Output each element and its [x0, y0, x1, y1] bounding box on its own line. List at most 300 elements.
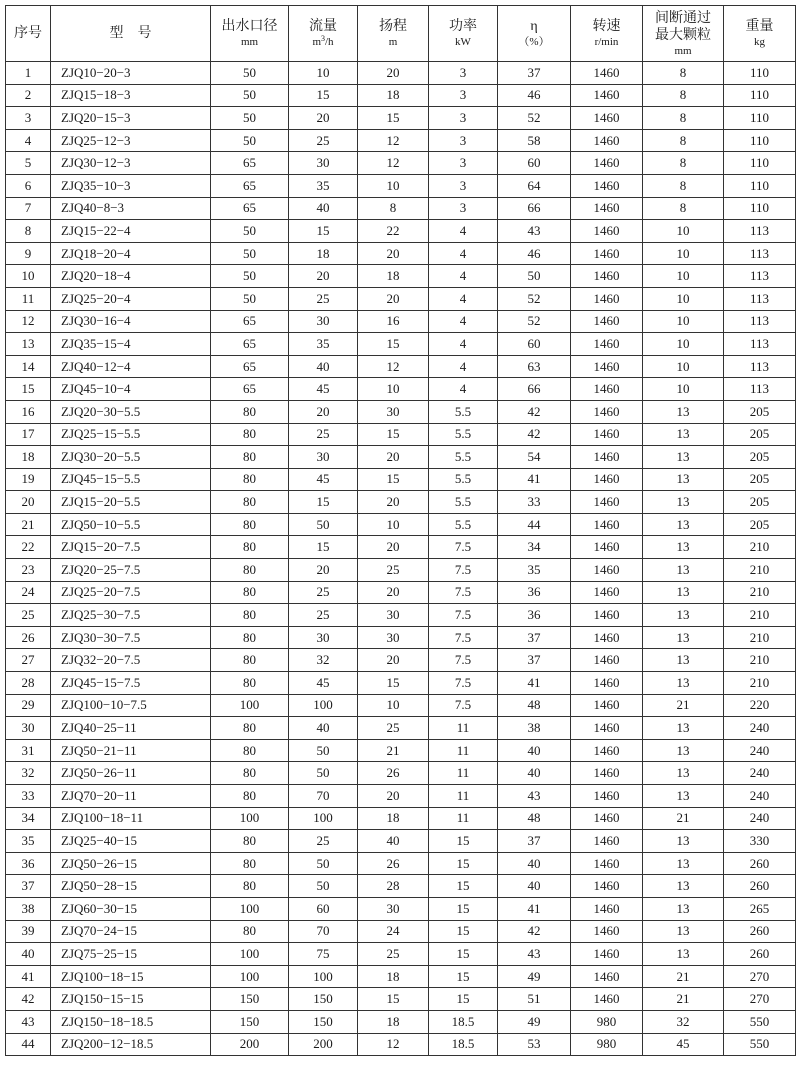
speed-cell: 1460 — [571, 287, 643, 310]
header-efficiency — [498, 6, 571, 62]
efficiency-cell: 66 — [498, 378, 571, 401]
speed-cell: 1460 — [571, 785, 643, 808]
row-number-cell: 37 — [6, 875, 51, 898]
weight-cell: 550 — [724, 1033, 796, 1056]
weight-cell: 205 — [724, 400, 796, 423]
speed-cell: 1460 — [571, 559, 643, 582]
efficiency-cell: 41 — [498, 897, 571, 920]
head-cell: 15 — [358, 107, 429, 130]
row-number-cell: 17 — [6, 423, 51, 446]
outlet-diameter-cell: 50 — [211, 62, 289, 85]
head-cell: 18 — [358, 265, 429, 288]
outlet-diameter-cell: 100 — [211, 897, 289, 920]
outlet-diameter-cell: 80 — [211, 830, 289, 853]
speed-cell: 1460 — [571, 333, 643, 356]
efficiency-cell: 40 — [498, 852, 571, 875]
power-cell: 5.5 — [429, 423, 498, 446]
max-particle-cell: 8 — [643, 129, 724, 152]
header-speed-name: 转速 — [592, 19, 621, 34]
head-cell: 40 — [358, 830, 429, 853]
outlet-diameter-cell: 65 — [211, 174, 289, 197]
speed-cell: 1460 — [571, 468, 643, 491]
outlet-diameter-cell: 80 — [211, 785, 289, 808]
efficiency-cell: 52 — [498, 107, 571, 130]
header-power-name: 功率 — [449, 19, 477, 34]
row-number-cell: 40 — [6, 943, 51, 966]
max-particle-cell: 8 — [643, 174, 724, 197]
head-cell: 25 — [358, 943, 429, 966]
header-speed-unit: r/min — [594, 36, 619, 48]
outlet-diameter-cell: 80 — [211, 581, 289, 604]
speed-cell: 1460 — [571, 988, 643, 1011]
efficiency-cell: 53 — [498, 1033, 571, 1056]
max-particle-cell: 8 — [643, 152, 724, 175]
model-cell: ZJQ50−26−15 — [51, 852, 211, 875]
speed-cell: 1460 — [571, 649, 643, 672]
flow-cell: 50 — [289, 739, 358, 762]
head-cell: 10 — [358, 694, 429, 717]
flow-cell: 25 — [289, 830, 358, 853]
flow-cell: 60 — [289, 897, 358, 920]
outlet-diameter-cell: 100 — [211, 807, 289, 830]
head-cell: 10 — [358, 513, 429, 536]
power-cell: 4 — [429, 378, 498, 401]
flow-cell: 70 — [289, 785, 358, 808]
max-particle-cell: 21 — [643, 988, 724, 1011]
power-cell: 15 — [429, 965, 498, 988]
weight-cell: 240 — [724, 762, 796, 785]
table-row — [6, 807, 796, 830]
efficiency-cell: 43 — [498, 785, 571, 808]
row-number-cell: 26 — [6, 626, 51, 649]
outlet-diameter-cell: 80 — [211, 536, 289, 559]
max-particle-cell: 10 — [643, 355, 724, 378]
table-row — [6, 107, 796, 130]
row-number-cell: 33 — [6, 785, 51, 808]
power-cell: 11 — [429, 739, 498, 762]
model-cell: ZJQ100−18−11 — [51, 807, 211, 830]
efficiency-cell: 42 — [498, 920, 571, 943]
table-row — [6, 1033, 796, 1056]
flow-cell: 25 — [289, 604, 358, 627]
outlet-diameter-cell: 80 — [211, 513, 289, 536]
row-number-cell: 14 — [6, 355, 51, 378]
table-row — [6, 604, 796, 627]
table-row — [6, 626, 796, 649]
weight-cell: 110 — [724, 174, 796, 197]
row-number-cell: 4 — [6, 129, 51, 152]
outlet-diameter-cell: 80 — [211, 739, 289, 762]
table-row — [6, 400, 796, 423]
speed-cell: 1460 — [571, 717, 643, 740]
flow-cell: 30 — [289, 152, 358, 175]
outlet-diameter-cell: 80 — [211, 852, 289, 875]
power-cell: 5.5 — [429, 513, 498, 536]
header-efficiency-unit: （%） — [518, 36, 550, 48]
model-cell: ZJQ32−20−7.5 — [51, 649, 211, 672]
flow-cell: 15 — [289, 536, 358, 559]
max-particle-cell: 13 — [643, 446, 724, 469]
model-cell: ZJQ18−20−4 — [51, 242, 211, 265]
max-particle-cell: 13 — [643, 513, 724, 536]
speed-cell: 1460 — [571, 694, 643, 717]
efficiency-cell: 37 — [498, 626, 571, 649]
max-particle-cell: 13 — [643, 852, 724, 875]
flow-cell: 40 — [289, 197, 358, 220]
speed-cell: 1460 — [571, 355, 643, 378]
speed-cell: 1460 — [571, 446, 643, 469]
model-cell: ZJQ30−30−7.5 — [51, 626, 211, 649]
flow-cell: 30 — [289, 626, 358, 649]
header-row — [6, 6, 796, 62]
max-particle-cell: 32 — [643, 1010, 724, 1033]
max-particle-cell: 8 — [643, 107, 724, 130]
header-outlet-unit: mm — [240, 36, 259, 48]
model-cell: ZJQ30−20−5.5 — [51, 446, 211, 469]
outlet-diameter-cell: 65 — [211, 333, 289, 356]
power-cell: 3 — [429, 62, 498, 85]
row-number-cell: 24 — [6, 581, 51, 604]
head-cell: 15 — [358, 468, 429, 491]
efficiency-cell: 36 — [498, 604, 571, 627]
weight-cell: 210 — [724, 581, 796, 604]
max-particle-cell: 13 — [643, 717, 724, 740]
max-particle-cell: 13 — [643, 672, 724, 695]
max-particle-cell: 13 — [643, 830, 724, 853]
weight-cell: 205 — [724, 513, 796, 536]
table-row — [6, 333, 796, 356]
flow-cell: 100 — [289, 694, 358, 717]
weight-cell: 210 — [724, 559, 796, 582]
speed-cell: 980 — [571, 1033, 643, 1056]
flow-cell: 50 — [289, 875, 358, 898]
table-row — [6, 694, 796, 717]
outlet-diameter-cell: 80 — [211, 875, 289, 898]
efficiency-cell: 54 — [498, 446, 571, 469]
power-cell: 4 — [429, 265, 498, 288]
weight-cell: 210 — [724, 604, 796, 627]
header-particle-line1: 间断通过 — [655, 10, 711, 26]
outlet-diameter-cell: 50 — [211, 84, 289, 107]
table-row — [6, 943, 796, 966]
weight-cell: 205 — [724, 423, 796, 446]
efficiency-cell: 60 — [498, 152, 571, 175]
head-cell: 18 — [358, 807, 429, 830]
model-cell: ZJQ200−12−18.5 — [51, 1033, 211, 1056]
model-cell: ZJQ20−25−7.5 — [51, 559, 211, 582]
header-particle-unit: mm — [674, 44, 692, 57]
row-number-cell: 18 — [6, 446, 51, 469]
outlet-diameter-cell: 50 — [211, 265, 289, 288]
power-cell: 3 — [429, 197, 498, 220]
header-head — [358, 6, 429, 62]
speed-cell: 1460 — [571, 84, 643, 107]
efficiency-cell: 46 — [498, 84, 571, 107]
header-outlet — [211, 6, 289, 62]
speed-cell: 1460 — [571, 491, 643, 514]
weight-cell: 113 — [724, 355, 796, 378]
efficiency-cell: 64 — [498, 174, 571, 197]
head-cell: 30 — [358, 604, 429, 627]
model-cell: ZJQ75−25−15 — [51, 943, 211, 966]
flow-cell: 100 — [289, 965, 358, 988]
speed-cell: 1460 — [571, 581, 643, 604]
efficiency-cell: 51 — [498, 988, 571, 1011]
header-speed — [571, 6, 643, 62]
table-row — [6, 62, 796, 85]
outlet-diameter-cell: 50 — [211, 242, 289, 265]
speed-cell: 1460 — [571, 626, 643, 649]
max-particle-cell: 13 — [643, 739, 724, 762]
weight-cell: 270 — [724, 965, 796, 988]
flow-cell: 35 — [289, 333, 358, 356]
speed-cell: 1460 — [571, 852, 643, 875]
table-row — [6, 265, 796, 288]
head-cell: 15 — [358, 672, 429, 695]
speed-cell: 1460 — [571, 536, 643, 559]
row-number-cell: 35 — [6, 830, 51, 853]
head-cell: 12 — [358, 152, 429, 175]
row-number-cell: 21 — [6, 513, 51, 536]
weight-cell: 113 — [724, 265, 796, 288]
flow-cell: 45 — [289, 672, 358, 695]
efficiency-cell: 40 — [498, 762, 571, 785]
speed-cell: 1460 — [571, 400, 643, 423]
row-number-cell: 12 — [6, 310, 51, 333]
header-flow-name: 流量 — [309, 19, 337, 34]
flow-cell: 100 — [289, 807, 358, 830]
max-particle-cell: 13 — [643, 400, 724, 423]
model-cell: ZJQ100−18−15 — [51, 965, 211, 988]
speed-cell: 980 — [571, 1010, 643, 1033]
efficiency-cell: 37 — [498, 830, 571, 853]
table-row — [6, 1010, 796, 1033]
speed-cell: 1460 — [571, 129, 643, 152]
speed-cell: 1460 — [571, 965, 643, 988]
max-particle-cell: 13 — [643, 468, 724, 491]
outlet-diameter-cell: 80 — [211, 468, 289, 491]
model-cell: ZJQ30−16−4 — [51, 310, 211, 333]
model-cell: ZJQ20−18−4 — [51, 265, 211, 288]
header-efficiency-name: η — [530, 19, 538, 34]
power-cell: 11 — [429, 717, 498, 740]
header-outlet-name: 出水口径 — [221, 19, 278, 34]
head-cell: 18 — [358, 84, 429, 107]
weight-cell: 113 — [724, 333, 796, 356]
speed-cell: 1460 — [571, 762, 643, 785]
head-cell: 20 — [358, 491, 429, 514]
weight-cell: 210 — [724, 672, 796, 695]
outlet-diameter-cell: 200 — [211, 1033, 289, 1056]
table-row — [6, 152, 796, 175]
max-particle-cell: 13 — [643, 604, 724, 627]
outlet-diameter-cell: 80 — [211, 762, 289, 785]
weight-cell: 220 — [724, 694, 796, 717]
table-row — [6, 287, 796, 310]
row-number-cell: 38 — [6, 897, 51, 920]
weight-cell: 550 — [724, 1010, 796, 1033]
table-row — [6, 965, 796, 988]
power-cell: 4 — [429, 287, 498, 310]
model-cell: ZJQ40−8−3 — [51, 197, 211, 220]
power-cell: 11 — [429, 762, 498, 785]
header-weight-name: 重量 — [745, 19, 774, 34]
row-number-cell: 42 — [6, 988, 51, 1011]
speed-cell: 1460 — [571, 943, 643, 966]
flow-cell: 15 — [289, 84, 358, 107]
weight-cell: 110 — [724, 152, 796, 175]
table-row — [6, 491, 796, 514]
power-cell: 18.5 — [429, 1033, 498, 1056]
flow-cell: 20 — [289, 265, 358, 288]
model-cell: ZJQ70−24−15 — [51, 920, 211, 943]
header-particle — [643, 6, 724, 62]
outlet-diameter-cell: 50 — [211, 220, 289, 243]
efficiency-cell: 50 — [498, 265, 571, 288]
row-number-cell: 6 — [6, 174, 51, 197]
power-cell: 15 — [429, 920, 498, 943]
row-number-cell: 15 — [6, 378, 51, 401]
power-cell: 5.5 — [429, 400, 498, 423]
outlet-diameter-cell: 50 — [211, 287, 289, 310]
head-cell: 15 — [358, 988, 429, 1011]
max-particle-cell: 10 — [643, 265, 724, 288]
head-cell: 28 — [358, 875, 429, 898]
row-number-cell: 29 — [6, 694, 51, 717]
weight-cell: 113 — [724, 310, 796, 333]
head-cell: 16 — [358, 310, 429, 333]
power-cell: 3 — [429, 174, 498, 197]
outlet-diameter-cell: 80 — [211, 920, 289, 943]
outlet-diameter-cell: 65 — [211, 355, 289, 378]
table-row — [6, 717, 796, 740]
row-number-cell: 25 — [6, 604, 51, 627]
head-cell: 30 — [358, 897, 429, 920]
row-number-cell: 1 — [6, 62, 51, 85]
model-cell: ZJQ40−25−11 — [51, 717, 211, 740]
max-particle-cell: 13 — [643, 762, 724, 785]
power-cell: 4 — [429, 355, 498, 378]
max-particle-cell: 10 — [643, 333, 724, 356]
table-row — [6, 830, 796, 853]
max-particle-cell: 13 — [643, 581, 724, 604]
weight-cell: 265 — [724, 897, 796, 920]
header-particle-line2: 最大颗粒 — [655, 27, 711, 43]
efficiency-cell: 63 — [498, 355, 571, 378]
row-number-cell: 27 — [6, 649, 51, 672]
weight-cell: 110 — [724, 129, 796, 152]
outlet-diameter-cell: 100 — [211, 943, 289, 966]
outlet-diameter-cell: 80 — [211, 559, 289, 582]
row-number-cell: 36 — [6, 852, 51, 875]
row-number-cell: 13 — [6, 333, 51, 356]
weight-cell: 110 — [724, 107, 796, 130]
row-number-cell: 9 — [6, 242, 51, 265]
power-cell: 5.5 — [429, 446, 498, 469]
max-particle-cell: 13 — [643, 920, 724, 943]
row-number-cell: 34 — [6, 807, 51, 830]
head-cell: 10 — [358, 174, 429, 197]
row-number-cell: 3 — [6, 107, 51, 130]
flow-cell: 150 — [289, 988, 358, 1011]
model-cell: ZJQ40−12−4 — [51, 355, 211, 378]
head-cell: 12 — [358, 1033, 429, 1056]
model-cell: ZJQ150−15−15 — [51, 988, 211, 1011]
power-cell: 15 — [429, 830, 498, 853]
model-cell: ZJQ25−20−7.5 — [51, 581, 211, 604]
max-particle-cell: 13 — [643, 785, 724, 808]
max-particle-cell: 13 — [643, 559, 724, 582]
max-particle-cell: 21 — [643, 965, 724, 988]
flow-cell: 40 — [289, 717, 358, 740]
table-row — [6, 852, 796, 875]
flow-cell: 70 — [289, 920, 358, 943]
outlet-diameter-cell: 65 — [211, 378, 289, 401]
table-row — [6, 513, 796, 536]
header-flow-unit-base: m — [312, 36, 321, 48]
table-row — [6, 581, 796, 604]
table-row — [6, 446, 796, 469]
efficiency-cell: 60 — [498, 333, 571, 356]
head-cell: 24 — [358, 920, 429, 943]
table-row — [6, 762, 796, 785]
flow-cell: 150 — [289, 1010, 358, 1033]
row-number-cell: 32 — [6, 762, 51, 785]
outlet-diameter-cell: 80 — [211, 423, 289, 446]
table-row — [6, 785, 796, 808]
flow-cell: 50 — [289, 852, 358, 875]
table-row — [6, 672, 796, 695]
model-cell: ZJQ35−15−4 — [51, 333, 211, 356]
header-head-name: 扬程 — [379, 19, 407, 34]
speed-cell: 1460 — [571, 920, 643, 943]
outlet-diameter-cell: 80 — [211, 446, 289, 469]
outlet-diameter-cell: 80 — [211, 604, 289, 627]
outlet-diameter-cell: 50 — [211, 129, 289, 152]
model-cell: ZJQ25−12−3 — [51, 129, 211, 152]
row-number-cell: 11 — [6, 287, 51, 310]
head-cell: 15 — [358, 333, 429, 356]
model-cell: ZJQ10−20−3 — [51, 62, 211, 85]
model-cell: ZJQ45−15−7.5 — [51, 672, 211, 695]
max-particle-cell: 10 — [643, 287, 724, 310]
outlet-diameter-cell: 100 — [211, 694, 289, 717]
speed-cell: 1460 — [571, 672, 643, 695]
head-cell: 18 — [358, 1010, 429, 1033]
table-body — [6, 62, 796, 1056]
speed-cell: 1460 — [571, 378, 643, 401]
weight-cell: 205 — [724, 446, 796, 469]
weight-cell: 260 — [724, 852, 796, 875]
table-row — [6, 536, 796, 559]
flow-cell: 20 — [289, 107, 358, 130]
outlet-diameter-cell: 80 — [211, 672, 289, 695]
outlet-diameter-cell: 50 — [211, 107, 289, 130]
table-row — [6, 220, 796, 243]
weight-cell: 110 — [724, 197, 796, 220]
row-number-cell: 43 — [6, 1010, 51, 1033]
speed-cell: 1460 — [571, 830, 643, 853]
table-row — [6, 197, 796, 220]
outlet-diameter-cell: 150 — [211, 988, 289, 1011]
speed-cell: 1460 — [571, 220, 643, 243]
weight-cell: 205 — [724, 468, 796, 491]
efficiency-cell: 42 — [498, 400, 571, 423]
weight-cell: 260 — [724, 920, 796, 943]
row-number-cell: 22 — [6, 536, 51, 559]
row-number-cell: 30 — [6, 717, 51, 740]
flow-cell: 18 — [289, 242, 358, 265]
